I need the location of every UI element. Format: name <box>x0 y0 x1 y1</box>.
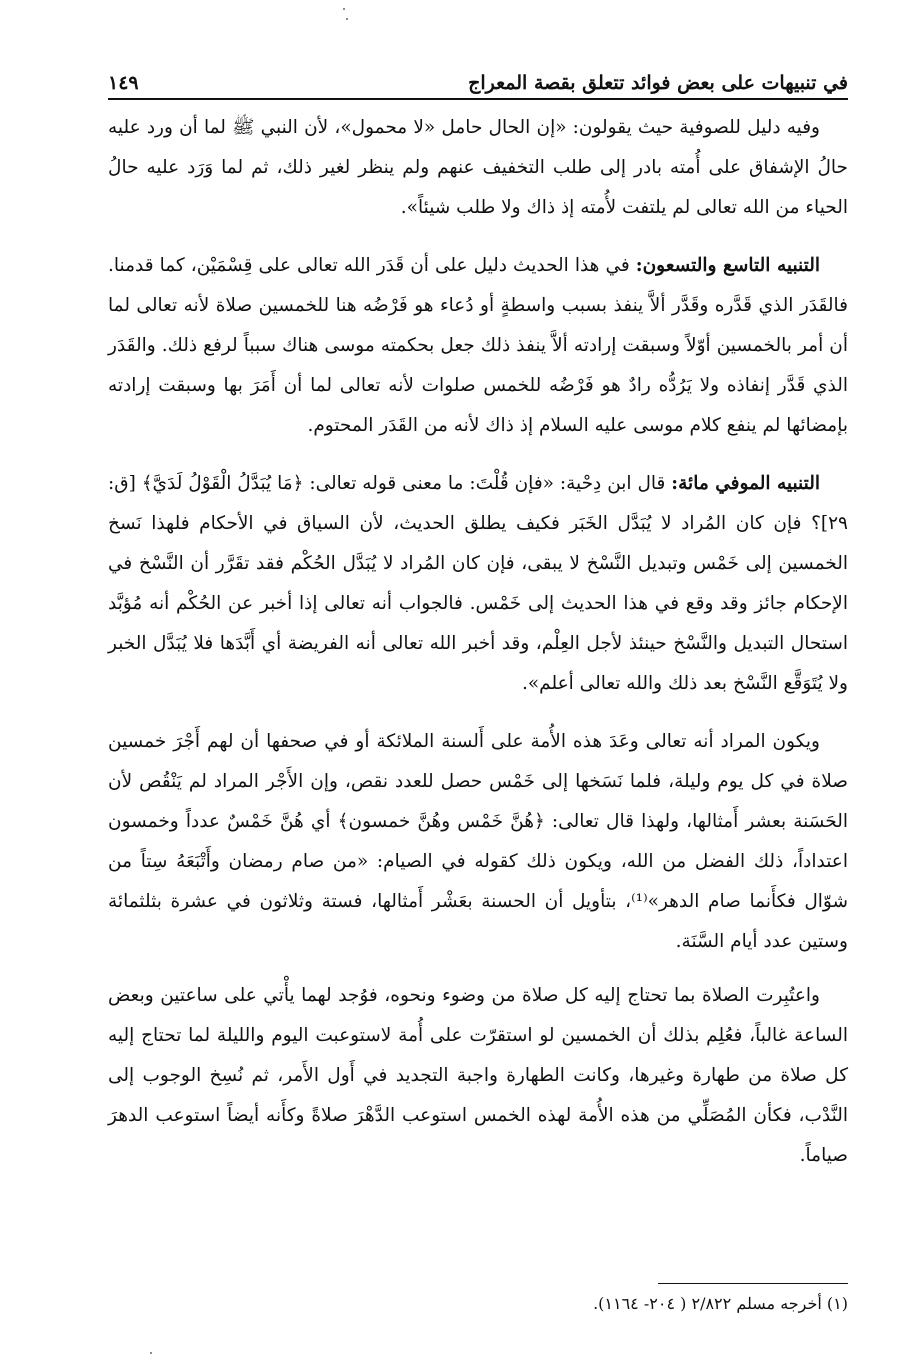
scan-speck <box>346 18 348 20</box>
scan-speck <box>343 8 345 10</box>
paragraph-note-99 <box>108 246 848 446</box>
paragraph-sufi-evidence <box>108 108 848 228</box>
paragraph-note-100 <box>108 464 848 704</box>
paragraph-lead: التنبيه التاسع والتسعون: <box>635 255 820 276</box>
scan-speck <box>150 1352 152 1354</box>
page-body <box>108 108 848 1194</box>
paragraph-text: ويكون المراد أنه تعالى وعَدَ هذه الأُمة على أَلسنة الملائكة أو في صحفها أن لهم أَجْرَ خمسين صلاة في كل يوم وليلة، فلما نَسَخها إلى خَمْس حصل للعدد نقص، وإن الأَجْر المراد لم يَنْقُص لأن الحَسَنة بعشر أَمثالها، ولهذا قال تعالى: ﴿هُنَّ خَمْس وهُنَّ خمسون﴾ أي هُنَّ خَمْسٌ عدداً وخمسون اعتداداً، ذلك الفضل من الله، ويكون ذلك كقوله في الصيام: «من صام رمضان وأَتْبَعَهُ سِتاً من شوّال فكأَنما صام الدهر»⁽¹⁾، بتأويل أن الحسنة بعَشْر أَمثالها، فستة وثلاثون في عشرة بثلثمائة وستين عدد أيام السَّنَة. <box>108 731 848 952</box>
footnote: (١) أخرجه مسلم ٢/٨٢٢ ( ٢٠٤- ١١٦٤). <box>593 1294 848 1313</box>
paragraph-five-prayers <box>108 722 848 962</box>
paragraph-text: في هذا الحديث دليل على أن قَدَر الله تعالى على قِسْمَيْن، كما قدمنا. فالقَدَر الذي قَدَّره وقَدَّر ألاَّ ينفذ بسبب واسطةٍ أو دُعاء هو فَرْضُه هنا للخمسين صلاة لأنه تعالى لما أن أمر بالخمسين أوّلاً وسبقت إرادته ألاَّ ينفذ ذلك جعل بحكمته موسى هناك سبباً لرفع ذلك. والقَدَر الذي قَدَّر إنفاذه ولا يَرُدُّه رادٌ هو فَرْضُه للخمس صلوات لأنه تعالى لما أن أَمَرَ بها وسبقت إرادته بإمضائها لم ينفع كلام موسى عليه السلام إذ ذاك لأنه من القَدَر المحتوم. <box>108 255 848 436</box>
paragraph-text: واعتُبِرت الصلاة بما تحتاج إليه كل صلاة من وضوء ونحوه، فوُجد لهما يأْتي على ساعتين وبعض الساعة غالباً، فعُلِم بذلك أن الخمسين لو استقرّت على أُمة لاستوعبت اليوم والليلة لما تحتاج إليه كل صلاة من طهارة وغيرها، وكانت الطهارة واجبة التجديد في أَول الأَمر، ثم نُسِخ الوجوب إلى النَّدْب، فكأن المُصَلِّي من هذه الأُمة لهذه الخمس استوعب الدَّهْرَ صلاةً وكأَنه أيضاً استوعب الدهرَ صياماً. <box>108 985 848 1166</box>
paragraph-text: وفيه دليل للصوفية حيث يقولون: «إن الحال حامل «لا محمول»، لأن النبي ﷺ لما أن ورد عليه حالُ الإشفاق على أُمته بادر إلى طلب التخفيف عنهم ولم ينظر لغير ذلك، ثم لما وَرَد عليه حالُ الحياء من الله تعالى لم يلتفت لأُمته إذ ذاك ولا طلب شيئاً». <box>108 117 848 218</box>
paragraph-text: قال ابن دِحْية: «فإن قُلْتَ: ما معنى قوله تعالى: ﴿مَا يُبَدَّلُ الْقَوْلُ لَدَيَّ﴾ [ق: ٢٩]؟ فإن كان المُراد لا يُبَدَّل الخَبَر فكيف يطلق الحديث، لأن السياق في الأحكام فلهذا نَسخ الخمسين إلى خَمْس وتبديل النَّسْخ لا يبقى، فإن كان المُراد لا يُبَدَّل الحُكْم فقد تقَرَّر أن النَّسْخ في الإحكام جائز وقد وقع في هذا الحديث إلى خَمْس. فالجواب أنه تعالى إذا أخبر عن الحُكْم أنه مُؤبَّد استحال التبديل والنَّسْخ حينئذ لأجل العِلْم، وقد أخبر الله تعالى أنه الفريضة أي أَبَّدَها فلا يُبَدَّل الخبر ولا يُتَوَقَّع النَّسْخ بعد ذلك والله تعالى أعلم». <box>108 473 848 694</box>
paragraph-prayer-time <box>108 976 848 1176</box>
paragraph-lead: التنبيه الموفي مائة: <box>671 473 820 494</box>
page-number: ١٤٩ <box>108 72 139 94</box>
running-title: في تنبيهات على بعض فوائد تتعلق بقصة المعراج <box>468 72 848 94</box>
footnote-separator <box>658 1283 848 1284</box>
running-header <box>108 60 848 100</box>
